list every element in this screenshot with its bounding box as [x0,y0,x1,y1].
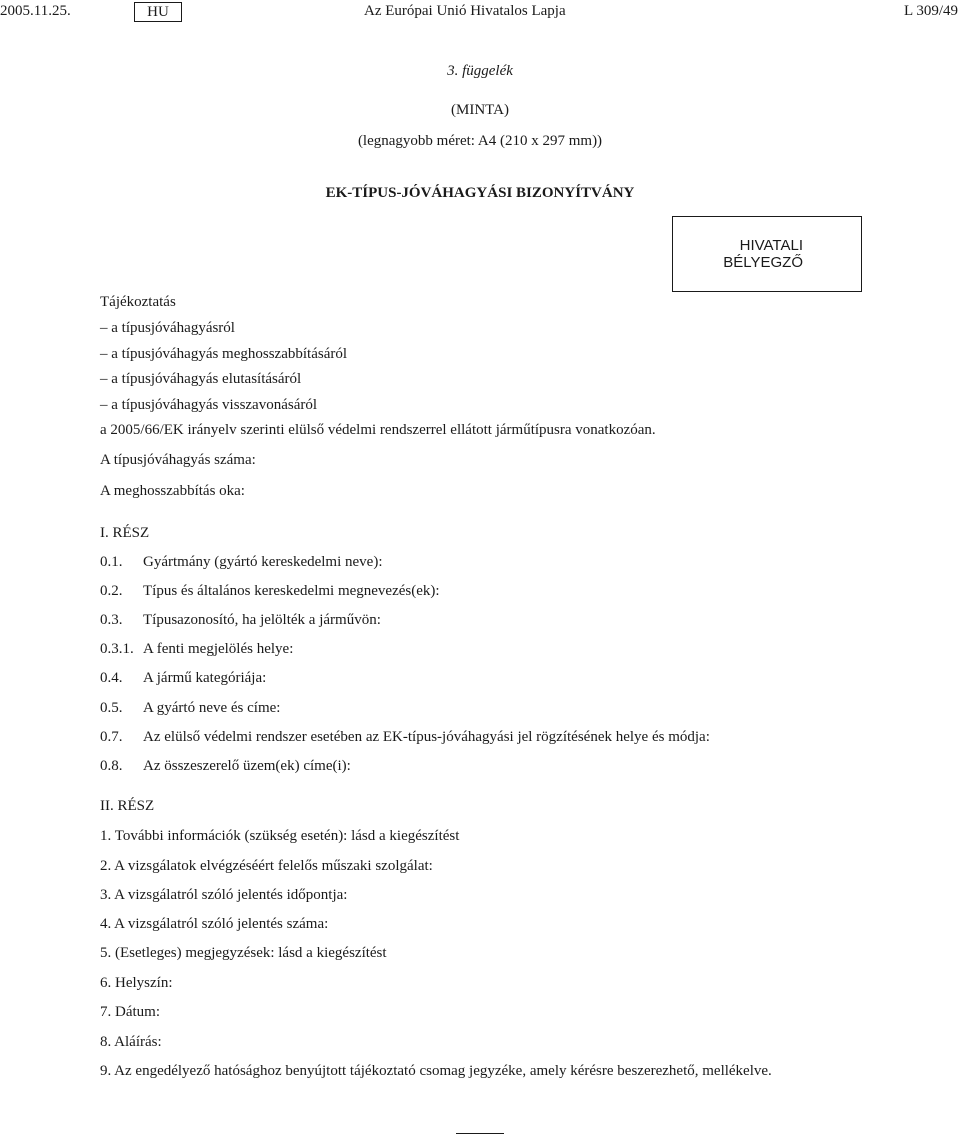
part1-item-number: 0.3.1. [100,641,134,657]
extension-reason-label: A meghosszabbítás oka: [100,483,245,499]
part2-item: 2. A vizsgálatok elvégzéséért felelős műszaki szolgálat: [100,858,433,874]
part2-heading: II. RÉSZ [100,798,155,814]
part1-item-text: Az elülső védelmi rendszer esetében az EK-típus-jóváhagyási jel rögzítésének helye és módja: [143,729,710,745]
appendix-label: 3. függelék [447,63,513,79]
model-label: (MINTA) [451,102,509,118]
part1-item-text: Gyártmány (gyártó kereskedelmi neve): [143,554,383,570]
part1-heading: I. RÉSZ [100,525,150,541]
part1-item-text: A gyártó neve és címe: [143,700,281,716]
intro-item: – a típusjóváhagyás meghosszabbításáról [100,346,348,362]
part2-item: 6. Helyszín: [100,975,173,991]
part2-item: 1. További információk (szükség esetén): lásd a kiegészítést [100,828,460,844]
part2-item: 7. Dátum: [100,1004,160,1020]
part1-item-text: Típus és általános kereskedelmi megnevezés(ek): [143,583,440,599]
header-date: 2005.11.25. [0,3,71,19]
part1-item-number: 0.7. [100,729,123,745]
certificate-title: EK-TÍPUS-JÓVÁHAGYÁSI BIZONYÍTVÁNY [325,185,635,201]
header-page-number: L 309/49 [903,3,958,19]
official-stamp-box [672,216,862,292]
part2-item: 4. A vizsgálatról szóló jelentés száma: [100,916,329,932]
header-journal-title: Az Európai Unió Hivatalos Lapja [364,3,566,19]
part2-item: 9. Az engedélyező hatósághoz benyújtott tájékoztató csomag jegyzéke, amely kérésre beszerezhető, mellékelve. [100,1063,772,1079]
approval-number-label: A típusjóváhagyás száma: [100,452,256,468]
intro-heading: Tájékoztatás [100,294,176,310]
footer-rule [456,1133,504,1134]
part1-item-text: A jármű kategóriája: [143,670,267,686]
header-language-code: HU [134,2,182,22]
intro-item: – a típusjóváhagyás visszavonásáról [100,397,318,413]
part2-item: 5. (Esetleges) megjegyzések: lásd a kiegészítést [100,945,387,961]
part1-item-number: 0.8. [100,758,123,774]
intro-item: – a típusjóváhagyásról [100,320,235,336]
max-size-label: (legnagyobb méret: A4 (210 x 297 mm)) [357,133,603,149]
part1-item-text: A fenti megjelölés helye: [143,641,294,657]
part1-item-number: 0.4. [100,670,123,686]
part1-item-text: Típusazonosító, ha jelölték a járművön: [143,612,381,628]
part1-item-number: 0.1. [100,554,123,570]
stamp-line-1: HIVATALI [739,237,803,254]
part2-item: 3. A vizsgálatról szóló jelentés időpontja: [100,887,348,903]
part1-item-text: Az összeszerelő üzem(ek) címe(i): [143,758,351,774]
part1-item-number: 0.2. [100,583,123,599]
part1-item-number: 0.3. [100,612,123,628]
intro-reference: a 2005/66/EK irányelv szerinti elülső védelmi rendszerrel ellátott járműtípusra vonatkozóan. [100,422,656,438]
intro-item: – a típusjóváhagyás elutasításáról [100,371,302,387]
part1-item-number: 0.5. [100,700,123,716]
stamp-line-2: BÉLYEGZŐ [723,254,803,271]
part2-item: 8. Aláírás: [100,1034,162,1050]
